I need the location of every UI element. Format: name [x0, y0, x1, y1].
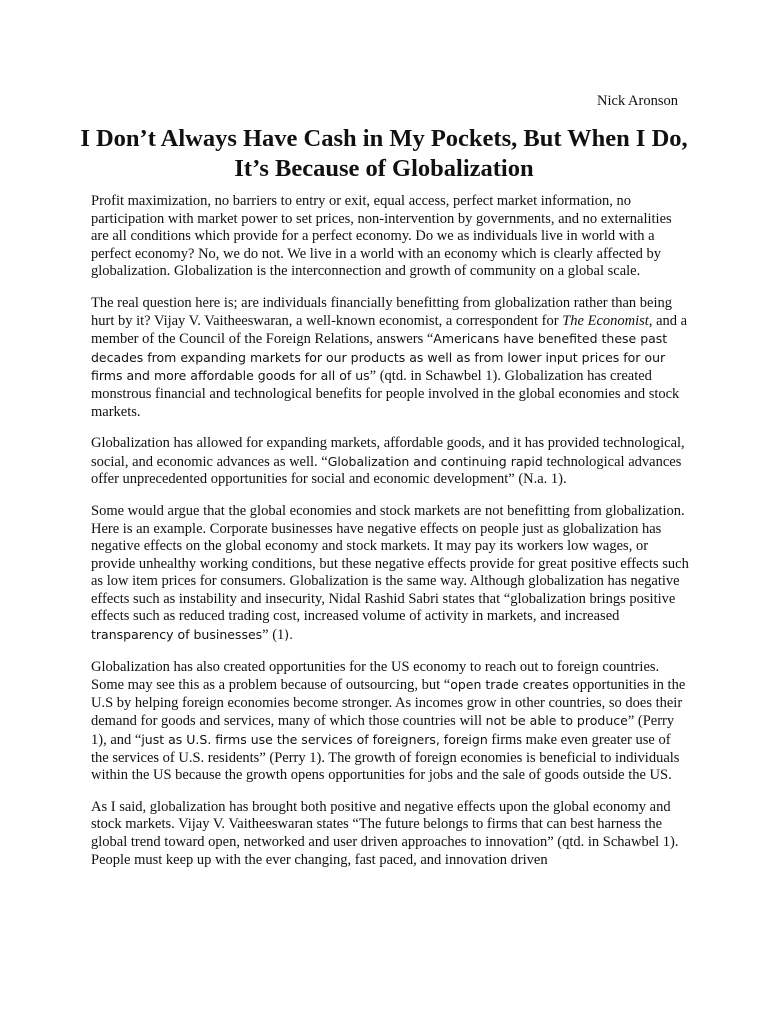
paragraph-6 [91, 799, 691, 869]
quoted-text: Globalization and continuing rapid [327, 453, 543, 469]
paragraph-2 [91, 295, 691, 421]
paragraph-4 [91, 503, 691, 645]
quoted-text: ). [284, 627, 294, 643]
paragraph-text: ” (1 [262, 627, 285, 644]
essay-body [91, 193, 691, 883]
paragraph-5 [91, 659, 691, 785]
quoted-text: just as U.S. firms use the services of foreigners, foreign [141, 732, 488, 748]
quoted-text: not be able to produce [485, 713, 628, 729]
publication-title: The Economist [562, 312, 649, 329]
quoted-text: Americans have benefited these past decades from expanding markets for our products as well as from lower input prices for our firms and more affordable goods for all of us [91, 331, 668, 384]
paragraph-text: ” (qtd. in Schawbel 1). Globalization has created monstrous financial and technological benefits for people involved in the global economies and stock markets. [91, 368, 680, 420]
paragraph-text: Globalization has allowed for expanding markets, affordable goods, and it has provided technological, social, and economic advances as well. “ [91, 435, 685, 470]
paragraph-1 [91, 193, 691, 281]
paragraph-text: Globalization has also created opportunities for the US economy to reach out to foreign countries. Some may see this as a problem because of outsourcing, but “ [91, 658, 660, 694]
page-title: I Don’t Always Have Cash in My Pockets, But When I Do, It’s Because of Globalization [80, 125, 688, 182]
paragraph-text: Profit maximization, no barriers to entry or exit, equal access, perfect market information, no participation with market power to set prices, non-intervention by governments, and no externalities are all conditions which provide for a perfect economy. Do we as individuals live in world with a perfect economy? No, we do not. We live in a world with an economy which is clearly affected by globalization. Globalization is the interconnection and growth of community on a global scale. [91, 193, 672, 280]
quoted-text: open trade creates [450, 677, 569, 693]
paragraph-text: ” (Perry 1), and “ [91, 713, 675, 749]
paragraph-text: The real question here is; are individuals financially benefitting from globalization rather than being hurt by it? Vijay V. Vaitheeswaran, a well-known economist, a correspondent for [91, 294, 673, 329]
paragraph-text: , and a member of the Council of the Foreign Relations, answers “ [91, 312, 688, 348]
paragraph-text: Some would argue that the global economies and stock markets are not benefitting from globalization. Here is an example. Corporate businesses have negative effects on people just as globalization has negative effects on the global economy and stock markets. It may pay its workers low wages, or provide unhealthy working conditions, but these negative effects provide for great positive effects such as low item prices for consumers. Globalization is the same way. Although globalization has negative effects such as instability and insecurity, Nidal Rashid Sabri states that “globalization brings positive effects such as reduced trading cost, increased volume of activity in markets, and increased [91, 502, 689, 625]
paragraph-text: opportunities in the U.S by helping foreign economies become stronger. As incomes grow in other countries, so does their demand for goods and services, many of which those countries will [91, 677, 686, 730]
paragraph-3 [91, 435, 691, 489]
paragraph-text: As I said, globalization has brought both positive and negative effects upon the global economy and stock markets. Vijay V. Vaitheeswaran states “The future belongs to firms that can best harness the global trend toward open, networked and user driven approaches to innovation” (qtd. in Schawbel 1). People must keep up with the ever changing, fast paced, and innovation driven [91, 798, 679, 868]
quoted-text: transparency of businesses [91, 627, 263, 643]
paragraph-text: technological advances offer unprecedented opportunities for social and economic development” (N.a. 1). [91, 453, 682, 488]
paragraph-text: firms make even greater use of the services of U.S. residents” (Perry 1). The growth of foreign economies is beneficial to individuals within the US because the growth opens opportunities for jobs and the sale of goods outside the US. [91, 732, 680, 784]
author-name: Nick Aronson [597, 93, 678, 109]
